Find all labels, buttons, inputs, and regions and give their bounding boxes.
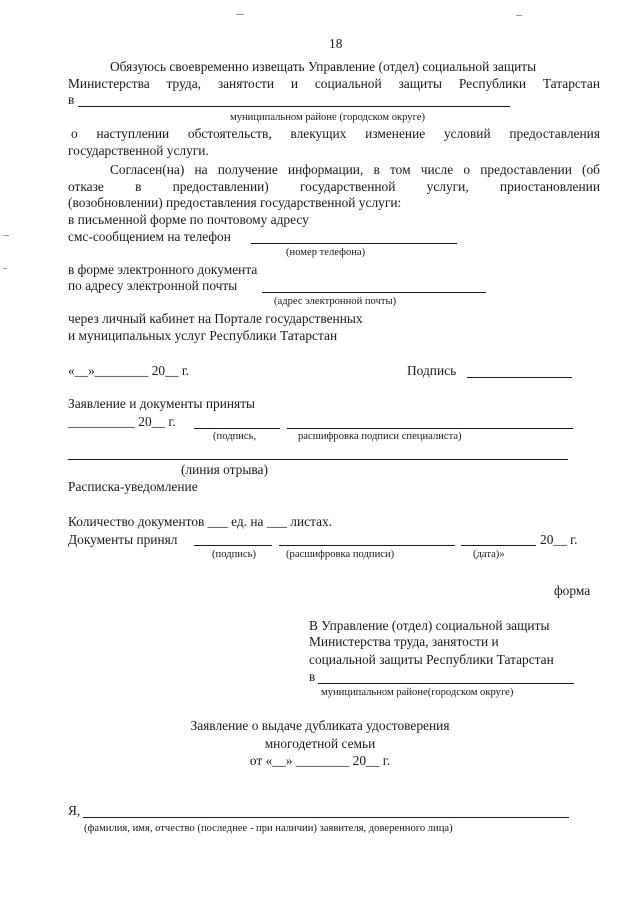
applicant-caption: (фамилия, имя, отчество (последнее - при наличии) заявителя, доверенного лица) <box>84 823 453 834</box>
date-field: «__»________ 20__ г. <box>68 363 190 378</box>
para1-line1: Обязуюсь своевременно извещать Управление (отдел) социальной защиты <box>110 59 537 74</box>
addressee-line2: Министерства труда, занятости и <box>309 634 499 649</box>
accepted-decode-line <box>287 428 573 429</box>
tear-line <box>68 459 568 460</box>
receipt-sign-line <box>194 545 272 546</box>
receipt-date-caption: (дата)» <box>473 549 505 560</box>
para1-line3: о наступлении обстоятельств, влекущих изменение условий предоставления <box>71 126 600 141</box>
addressee-line1: В Управление (отдел) социальной защиты <box>309 618 550 633</box>
accepted-sign-line <box>194 428 280 429</box>
para1-line4: государственной услуги. <box>68 143 209 158</box>
option-portal-line2: и муниципальных услуг Республики Татарстан <box>68 328 338 343</box>
receipt-title: Расписка-уведомление <box>68 479 198 494</box>
application-heading-date: от «__» ________ 20__ г. <box>249 753 391 768</box>
option-email: по адресу электронной почты <box>68 278 238 293</box>
scan-speck <box>3 268 7 269</box>
receipt-date-line <box>461 545 536 546</box>
option-electronic-document: в форме электронного документа <box>68 262 258 277</box>
municipal-caption: муниципальном районе (городском округе) <box>230 112 426 123</box>
para2-line1: Согласен(на) на получение информации, в том числе о предоставлении (об <box>110 162 600 177</box>
scan-speck <box>3 235 9 236</box>
signature-label: Подпись <box>407 363 457 378</box>
accepted-date: __________ 20__ г. <box>68 414 176 429</box>
application-heading-line1: Заявление о выдаче дубликата удостоверения <box>190 718 450 733</box>
receipt-sign-caption: (подпись) <box>212 549 256 560</box>
addressee-caption: муниципальном районе(городском округе) <box>321 687 514 698</box>
applicant-name-line <box>83 817 569 818</box>
accepted-title: Заявление и документы приняты <box>68 396 256 411</box>
receipt-decode-line <box>279 545 455 546</box>
phone-caption: (номер телефона) <box>286 247 366 258</box>
option-postal-mail: в письменной форме по почтовому адресу <box>68 212 309 227</box>
addressee-prefix-v: в <box>309 669 316 684</box>
para1-prefix-v: в <box>68 92 75 107</box>
form-label: форма <box>554 583 591 598</box>
tear-line-caption: (линия отрыва) <box>181 462 268 477</box>
para2-line3: (возобновлении) предоставления государственной услуги: <box>68 195 402 210</box>
email-blank-line <box>262 292 486 293</box>
accepted-decode-caption: расшифровка подписи специалиста) <box>298 431 462 442</box>
signature-blank-line <box>467 377 572 378</box>
email-caption: (адрес электронной почты) <box>274 296 397 307</box>
option-sms: смс-сообщением на телефон <box>68 229 231 244</box>
applicant-prefix: Я, <box>68 803 81 818</box>
receipt-decode-caption: (расшифровка подписи) <box>286 549 395 560</box>
phone-blank-line <box>251 243 457 244</box>
accepted-sign-caption: (подпись, <box>213 431 257 442</box>
scan-speck <box>236 14 244 15</box>
document-count-line: Количество документов ___ ед. на ___ листах. <box>68 514 333 529</box>
receipt-year: 20__ г. <box>540 532 578 547</box>
addressee-line3: социальной защиты Республики Татарстан <box>309 652 554 667</box>
page-number: 18 <box>329 36 343 51</box>
scan-speck <box>516 15 522 16</box>
addressee-blank-line <box>318 683 574 684</box>
application-heading-line2: многодетной семьи <box>264 736 376 751</box>
municipal-blank-line <box>78 106 510 107</box>
para2-line2: отказе в предоставлении) государственной услуги, приостановлении <box>68 179 600 194</box>
option-portal-line1: через личный кабинет на Портале государственных <box>68 311 363 326</box>
para1-line2: Министерства труда, занятости и социальной защиты Республики Татарстан <box>68 76 600 91</box>
received-by-label: Документы принял <box>68 532 178 547</box>
